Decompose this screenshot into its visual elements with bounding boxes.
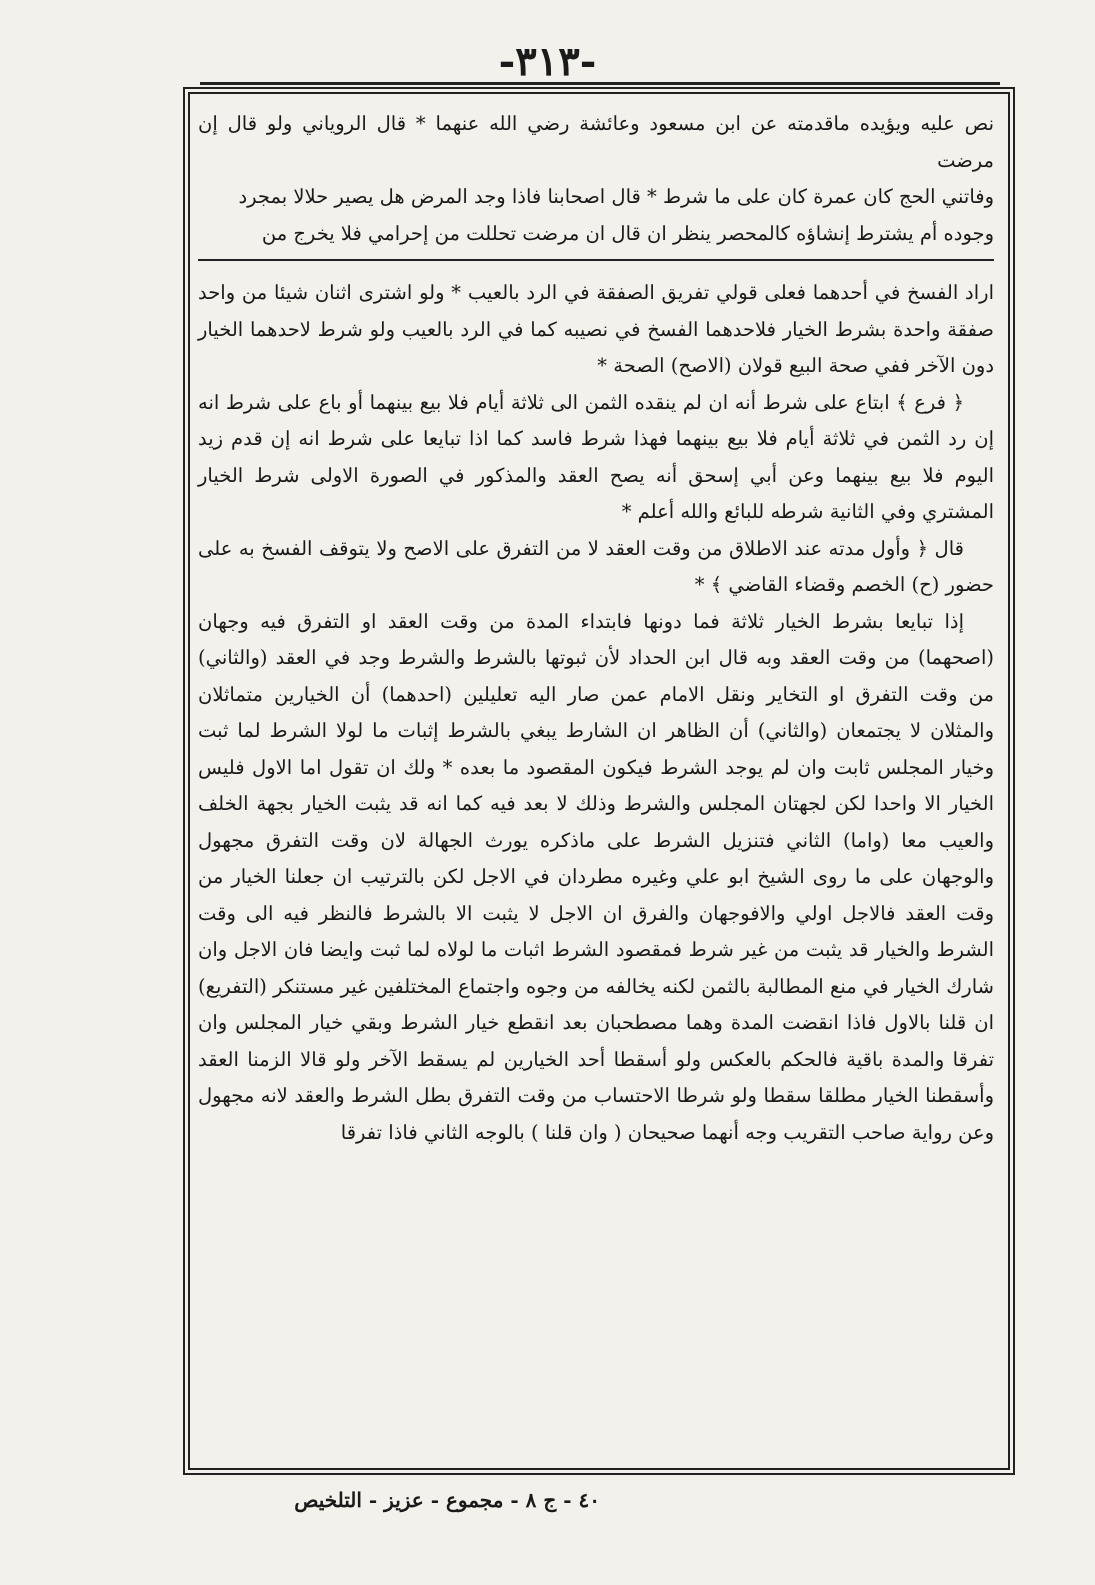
paragraph: ﴿ فرع ﴾ ابتاع على شرط أنه ان لم ينقده الثمن الى ثلاثة أيام فلا بيع بينهما أو باع على شرط انه إن رد الثمن في ثلاثة أيام فلا بيع بينهما فهذا شرط فاسد كما اذا تبايعا على شرط انه إن قدم زيد اليوم فلا بيع بينهما وعن أبي إسحق أنه يصح العقد والمذكور في الصورة الاولى شرط الخيار المشتري وفي الثانية شرطه للبائع والله أعلم * bbox=[198, 390, 994, 523]
main-text-block bbox=[198, 275, 994, 1151]
commentary-block bbox=[198, 106, 994, 251]
page-number: -٣١٣- bbox=[498, 38, 597, 85]
commentary-line: وفاتني الحج كان عمرة كان على ما شرط * قال اصحابنا فاذا وجد المرض هل يصير حلالا بمجرد bbox=[238, 185, 994, 208]
paragraph: إذا تبايعا بشرط الخيار ثلاثة فما دونها فابتداء المدة من وقت العقد او التفرق فيه وجهان (اصحهما) من وقت العقد وبه قال ابن الحداد لأن ثبوتها بالشرط والشرط وجد في العقد (والثاني) من وقت التفرق او التخاير ونقل الامام عمن صار اليه تعليلين (احدهما) أن الخيارين متماثلان والمثلان لا يجتمعان (والثاني) أن الظاهر ان الشارط يبغي بالشرط إثبات ما لولا الشرط لما ثبت وخيار المجلس ثابت وان لم يوجد الشرط فيكون المقصود ما بعده * ولك ان تقول اما الاول فليس الخيار الا واحدا لكن لجهتان المجلس والشرط وذلك لا بعد فيه كما انه قد يثبت الخيار بجهة الخلف والعيب معا (واما) الثاني فتنزيل الشرط على ماذكره يورث الجهالة لان وقت التفرق مجهول والوجهان على ما روى الشيخ ابو علي وغيره مطردان في الاجل لكن بالترتيب ان جعلنا الخيار من وقت العقد فالاجل اولي والافوجهان والفرق ان الاجل لا يثبت الا بالشرط فالنظر فيه الى وقت الشرط والخيار قد يثبت من غير شرط فمقصود الشرط اثبات ما لولاه لما ثبت وايضا فان الاجل وان شارك الخيار في منع المطالبة بالثمن لكنه يخالفه من وجوه واجتماع المختلفين غير مستنكر (التفريع) ان قلنا بالاول فاذا انقضت المدة وهما مصطحبان بعد انقطع خيار الشرط وبقي خيار المجلس وان تفرقا والمدة باقية فالحكم بالعكس ولو أسقطا أحد الخيارين لم يسقط الآخر ولو قالا الزمنا العقد وأسقطنا الخيار مطلقا سقطا ولو شرطا الاحتساب من وقت التفرق بطل الشرط والعقد لانه مجهول وعن رواية صاحب التقريب وجه أنهما صحيحان ( وان قلنا ) بالوجه الثاني فاذا تفرقا bbox=[198, 609, 994, 1144]
commentary-line: وجوده أم يشترط إنشاؤه كالمحصر ينظر ان قال ان مرضت تحللت من إحرامي فلا يخرج من bbox=[261, 221, 994, 245]
page-content bbox=[198, 106, 994, 1456]
paragraph: اراد الفسخ في أحدهما فعلى قولي تفريق الصفقة في الرد بالعيب * ولو اشترى اثنان شيئا من واحد صفقة واحدة بشرط الخيار فلاحدهما الفسخ في نصيبه كما في الرد بالعيب ولو شرط لاحدهما الخيار دون الآخر ففي صحة البيع قولان (الاصح) الصحة * bbox=[198, 281, 994, 377]
header-rule bbox=[200, 82, 1000, 92]
page-footer: ٤٠ - ج ٨ - مجموع - عزيز - التلخيص bbox=[294, 1488, 600, 1512]
section-divider bbox=[198, 259, 994, 261]
commentary-line: نص عليه ويؤيده ماقدمته عن ابن مسعود وعائشة رضي الله عنهما * قال الروياني ولو قال إن مرضت bbox=[198, 112, 994, 172]
paragraph: قال ﴿ وأول مدته عند الاطلاق من وقت العقد لا من التفرق على الاصح ولا يتوقف الفسخ به على حضور (ح) الخصم وقضاء القاضي ﴾ * bbox=[198, 536, 994, 596]
